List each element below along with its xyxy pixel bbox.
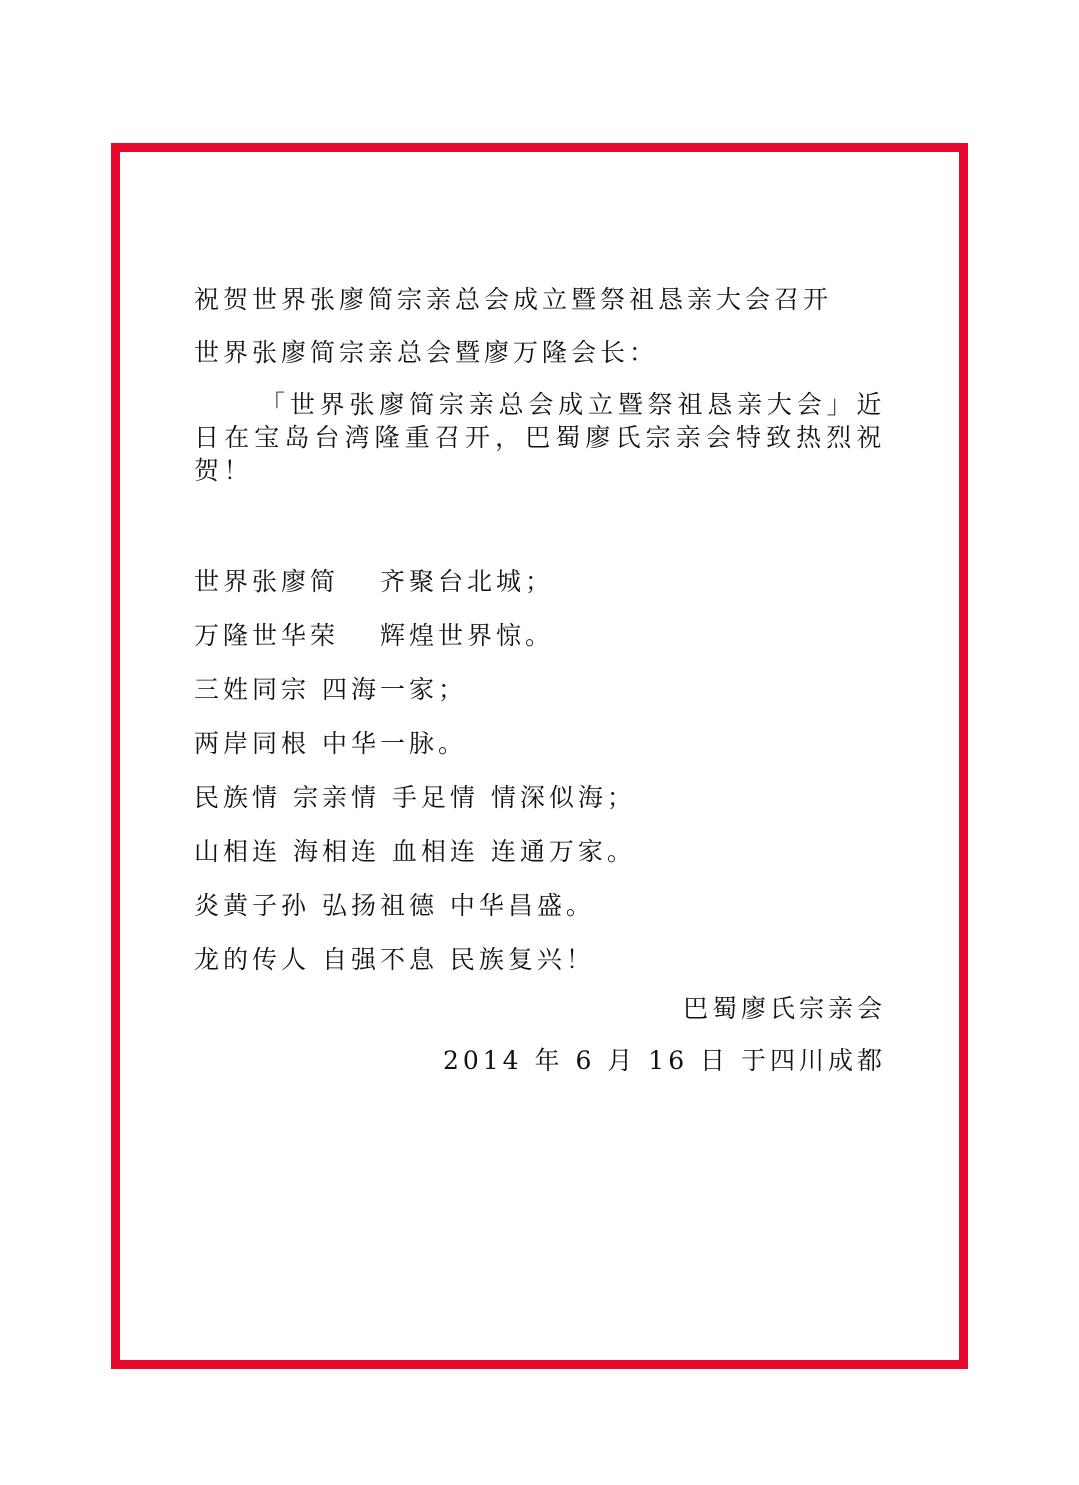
poem-line: 两岸同根 中华一脉。: [194, 729, 467, 758]
letter-date-place: 2014 年 6 月 16 日 于四川成都: [442, 1046, 886, 1075]
letter-content: [194, 280, 886, 1081]
poem-block: [194, 555, 886, 987]
poem-line: 民族情 宗亲情 手足情 情深似海；: [194, 783, 636, 812]
letter-body-paragraph: 「世界张廖简宗亲总会成立暨祭祖恳亲大会」近日在宝岛台湾隆重召开，巴蜀廖氏宗亲会特致热烈祝贺！: [194, 390, 886, 485]
poem-line: 三姓同宗 四海一家；: [194, 675, 467, 704]
poem-line: 世界张廖简 齐聚台北城；: [194, 567, 554, 596]
letter-signature: 巴蜀廖氏宗亲会: [682, 994, 886, 1023]
poem-line: 山相连 海相连 血相连 连通万家。: [194, 837, 636, 866]
letter-salutation: 世界张廖简宗亲总会暨廖万隆会长：: [194, 338, 659, 367]
letter-title: 祝贺世界张廖简宗亲总会成立暨祭祖恳亲大会召开: [194, 285, 833, 314]
poem-line: 龙的传人 自强不息 民族复兴！: [194, 945, 595, 974]
poem-line: 万隆世华荣 辉煌世界惊。: [194, 621, 554, 650]
poem-line: 炎黄子孙 弘扬祖德 中华昌盛。: [194, 891, 595, 920]
